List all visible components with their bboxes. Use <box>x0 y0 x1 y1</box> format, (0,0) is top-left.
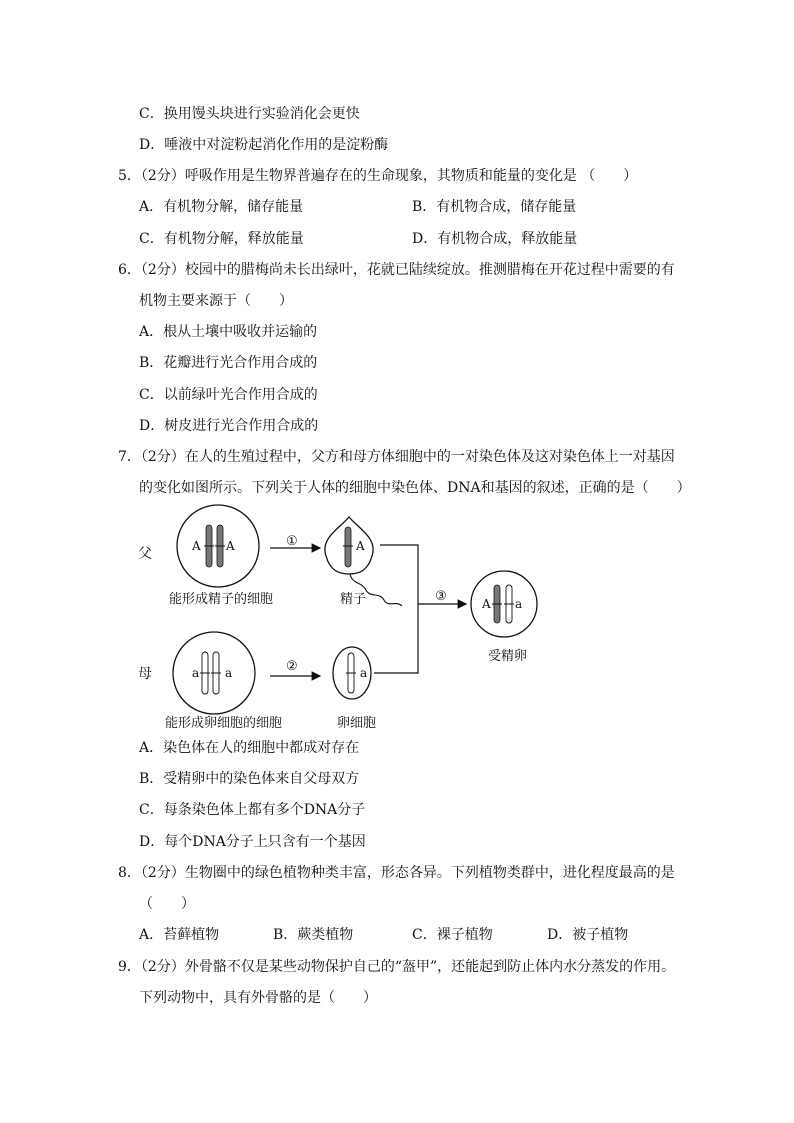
q5-option-d: D．有机物合成，释放能量 <box>412 231 578 247</box>
gene-label-a: a <box>192 666 200 680</box>
connector-bracket <box>374 545 418 673</box>
q4-option-c: C．换用馒头块进行实验消化会更快 <box>139 106 360 122</box>
q5-stem: 5．（2分）呼吸作用是生物界普遍存在的生命现象，其物质和能量的变化是 （ ） <box>118 168 638 184</box>
gene-label-A: A <box>192 539 201 553</box>
chromosome-dark <box>345 527 351 567</box>
gene-label-A: A <box>482 597 491 611</box>
egg-cell <box>333 647 371 699</box>
gene-label-a: a <box>225 666 233 680</box>
q7-option-b: B．受精卵中的染色体来自父母双方 <box>139 771 360 787</box>
q6-stem-line1: 6．（2分）校园中的腊梅尚未长出绿叶，花就已陆续绽放。推测腊梅在开花过程中需要的有 <box>118 262 675 278</box>
q5-option-a: A．有机物分解，储存能量 <box>139 199 304 215</box>
q9-stem-line1: 9．（2分）外骨骼不仅是某些动物保护自己的“盔甲”，还能起到防止体内水分蒸发的作用。 <box>118 959 676 975</box>
gene-label-a: a <box>360 666 368 680</box>
egg-precursor-label: 能形成卵细胞的细胞 <box>165 716 283 731</box>
step-1-label: ① <box>286 534 298 549</box>
q6-option-a: A．根从土壤中吸收并运输的 <box>139 324 318 340</box>
q7-option-d: D．每个DNA分子上只含有一个基因 <box>139 834 366 850</box>
q6-stem-line2: 机物主要来源于（ ） <box>139 293 293 309</box>
q7-stem-line1: 7．（2分）在人的生殖过程中，父方和母方体细胞中的一对染色体及这对染色体上一对基因 <box>118 449 675 465</box>
step-2-label: ② <box>286 659 298 674</box>
q5-option-b: B．有机物合成，储存能量 <box>412 199 577 215</box>
q6-option-d: D．树皮进行光合作用合成的 <box>139 418 319 434</box>
gene-label-A: A <box>356 539 365 553</box>
q8-option-a: A．苔藓植物 <box>139 927 220 943</box>
father-label: 父 <box>138 546 152 562</box>
sperm-label: 精子 <box>340 592 367 607</box>
egg-label: 卵细胞 <box>337 716 377 731</box>
q9-stem-line2: 下列动物中，具有外骨骼的是（ ） <box>139 990 377 1006</box>
gene-label-A: A <box>226 539 235 553</box>
q8-option-b: B．蕨类植物 <box>273 927 354 943</box>
sperm-precursor-cell <box>177 505 259 587</box>
q7-option-a: A．染色体在人的细胞中都成对存在 <box>139 740 360 756</box>
sperm-precursor-label: 能形成精子的细胞 <box>169 592 274 607</box>
q8-option-d: D．被子植物 <box>547 927 629 943</box>
q8-stem-line2: （ ） <box>139 896 195 912</box>
q5-option-c: C．有机物分解，释放能量 <box>139 231 304 247</box>
gene-label-a: a <box>515 597 523 611</box>
q7-stem-line2: 的变化如图所示。下列关于人体的细胞中染色体、DNA和基因的叙述，正确的是（ ） <box>139 480 691 496</box>
q6-option-b: B．花瓣进行光合作用合成的 <box>139 355 318 371</box>
q8-option-c: C．裸子植物 <box>412 927 493 943</box>
q6-option-c: C．以前绿叶光合作用合成的 <box>139 387 318 403</box>
zygote-cell <box>471 571 537 637</box>
q7-option-c: C．每条染色体上都有多个DNA分子 <box>139 802 366 818</box>
egg-precursor-cell <box>173 632 255 714</box>
q8-stem-line1: 8．（2分）生物圈中的绿色植物种类丰富，形态各异。下列植物类群中，进化程度最高的是 <box>118 865 675 881</box>
step-3-label: ③ <box>435 589 447 604</box>
q4-option-d: D．唾液中对淀粉起消化作用的是淀粉酶 <box>139 137 389 153</box>
zygote-label: 受精卵 <box>488 649 528 664</box>
mother-label: 母 <box>138 666 152 682</box>
